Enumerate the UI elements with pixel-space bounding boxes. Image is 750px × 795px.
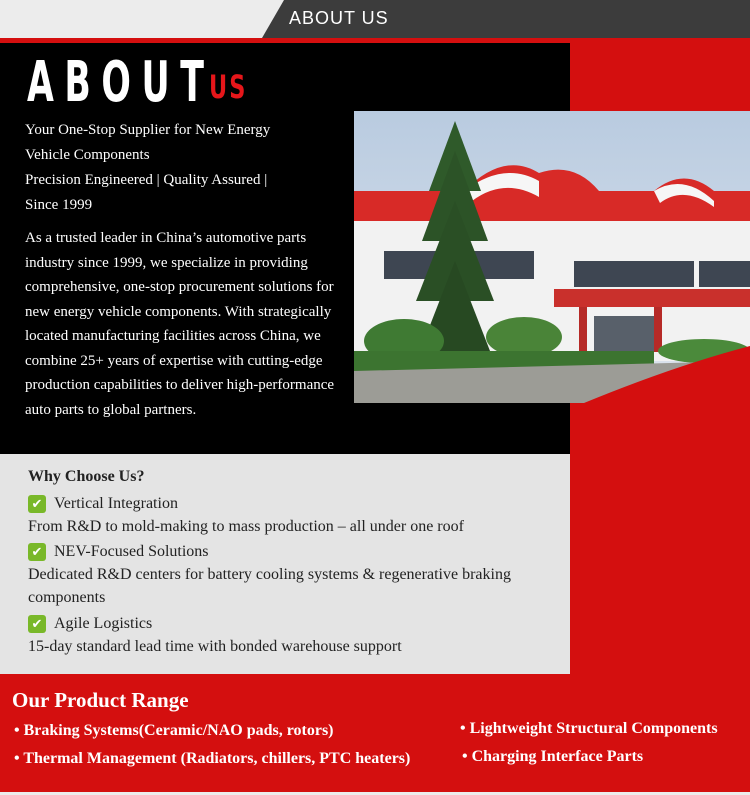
why-title: Why Choose Us? [28, 468, 145, 485]
why-item-header [28, 613, 568, 635]
tagline [25, 118, 325, 218]
check-icon: ✔ [28, 543, 46, 561]
why-item-header [28, 541, 568, 563]
why-item-label: Agile Logistics [54, 615, 153, 632]
tagline-line: Precision Engineered | Quality Assured | [25, 172, 268, 188]
company-description: As a trusted leader in China’s automotive parts industry since 1999, we specialize in providing comprehensive, one-stop procurement solutions for new energy vehicle components. With strategically located manufacturing facilities across China, we combine 25+ years of expertise with cutting-edge production capabilities to deliver high-performance auto parts to global partners. [25, 230, 335, 418]
product-range-item: • Thermal Management (Radiators, chillers, PTC heaters) [14, 750, 411, 767]
why-item-label: NEV-Focused Solutions [54, 543, 209, 560]
tagline-line: Vehicle Components [25, 147, 150, 163]
product-range-title: Our Product Range [12, 688, 189, 712]
why-item-header [28, 493, 568, 515]
tab-slant [262, 0, 284, 38]
why-item [28, 541, 568, 609]
about-heading [27, 50, 329, 115]
product-range-item: • Braking Systems(Ceramic/NAO pads, rotors) [14, 722, 334, 739]
section-tab-label: ABOUT US [289, 8, 389, 28]
why-item-desc: Dedicated R&D centers for battery cooling systems & regenerative braking components [28, 566, 511, 606]
why-item-desc: From R&D to mold-making to mass production – all under one roof [28, 518, 464, 535]
check-icon: ✔ [28, 495, 46, 513]
factory-photo [354, 111, 750, 403]
product-range-item: • Charging Interface Parts [462, 748, 644, 765]
check-icon: ✔ [28, 615, 46, 633]
tagline-line: Since 1999 [25, 197, 93, 213]
product-range-item: • Lightweight Structural Components [460, 720, 718, 737]
why-item-label: Vertical Integration [54, 495, 178, 512]
about-heading-main: ABOUT [27, 50, 215, 115]
why-item [28, 613, 568, 658]
tagline-line: Your One-Stop Supplier for New Energy [25, 122, 271, 138]
why-item [28, 493, 568, 538]
about-heading-accent: US [209, 68, 248, 106]
why-item-desc: 15-day standard lead time with bonded warehouse support [28, 638, 402, 655]
